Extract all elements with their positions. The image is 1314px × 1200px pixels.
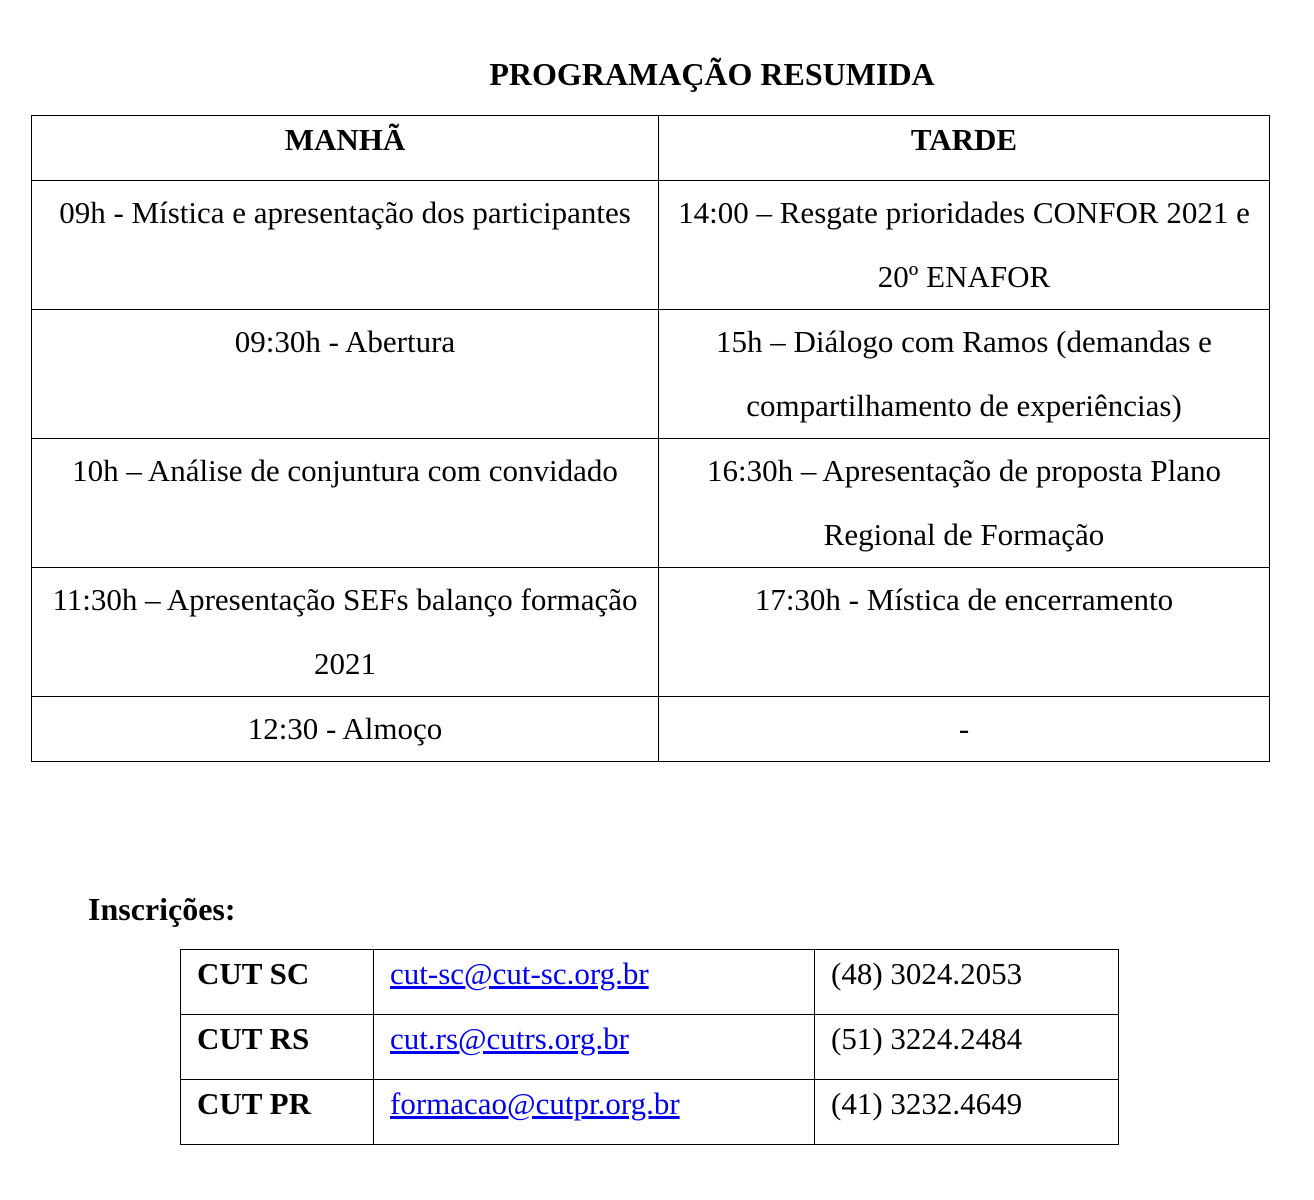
- schedule-row: [32, 181, 1270, 310]
- manha-cell: 11:30h – Apresentação SEFs balanço formação 2021: [32, 568, 659, 697]
- contact-row-rs: [181, 1015, 1119, 1080]
- schedule-row: [32, 697, 1270, 762]
- email-cell: [374, 1080, 815, 1145]
- header-manha: MANHÃ: [32, 116, 659, 181]
- header-tarde: TARDE: [659, 116, 1270, 181]
- schedule-row: [32, 439, 1270, 568]
- phone-number: (51) 3224.2484: [815, 1015, 1119, 1080]
- tarde-cell: 17:30h - Mística de encerramento: [659, 568, 1270, 697]
- email-cell: [374, 950, 815, 1015]
- manha-cell: 12:30 - Almoço: [32, 697, 659, 762]
- org-name: CUT RS: [181, 1015, 374, 1080]
- contact-row-pr: [181, 1080, 1119, 1145]
- manha-cell: 09:30h - Abertura: [32, 310, 659, 439]
- tarde-cell: 15h – Diálogo com Ramos (demandas e compartilhamento de experiências): [659, 310, 1270, 439]
- manha-cell: 09h - Mística e apresentação dos participantes: [32, 181, 659, 310]
- manha-cell: 10h – Análise de conjuntura com convidado: [32, 439, 659, 568]
- tarde-cell: 16:30h – Apresentação de proposta Plano Regional de Formação: [659, 439, 1270, 568]
- contact-row-sc: [181, 950, 1119, 1015]
- schedule-header-row: [32, 116, 1270, 181]
- email-link[interactable]: formacao@cutpr.org.br: [390, 1086, 680, 1121]
- inscricoes-label: Inscrições:: [88, 891, 236, 927]
- contacts-table: [180, 949, 1119, 1145]
- schedule-row: [32, 310, 1270, 439]
- schedule-row: [32, 568, 1270, 697]
- phone-number: (41) 3232.4649: [815, 1080, 1119, 1145]
- phone-number: (48) 3024.2053: [815, 950, 1119, 1015]
- org-name: CUT SC: [181, 950, 374, 1015]
- org-name: CUT PR: [181, 1080, 374, 1145]
- schedule-table: [31, 115, 1270, 762]
- email-cell: [374, 1015, 815, 1080]
- email-link[interactable]: cut.rs@cutrs.org.br: [390, 1021, 629, 1056]
- page-title: PROGRAMAÇÃO RESUMIDA: [489, 56, 935, 92]
- tarde-cell: -: [659, 697, 1270, 762]
- email-link[interactable]: cut-sc@cut-sc.org.br: [390, 956, 649, 991]
- tarde-cell: 14:00 – Resgate prioridades CONFOR 2021 e 20º ENAFOR: [659, 181, 1270, 310]
